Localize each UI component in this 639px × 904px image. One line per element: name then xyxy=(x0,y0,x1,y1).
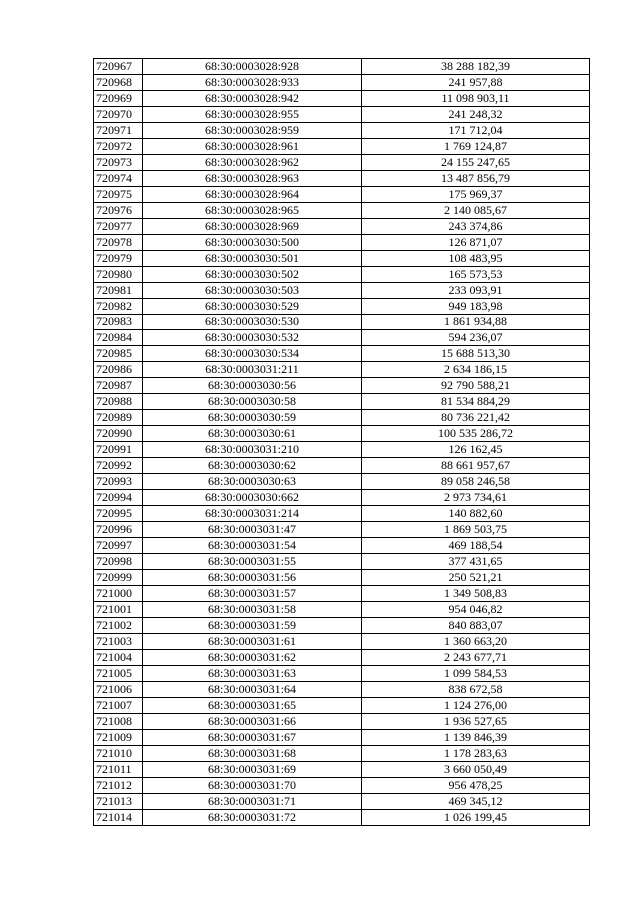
cadastral-value-cell: 15 688 513,30 xyxy=(362,346,590,362)
row-number-cell: 720983 xyxy=(94,314,143,330)
cadastral-number-cell: 68:30:0003028:964 xyxy=(143,186,362,202)
cadastral-value-cell: 3 660 050,49 xyxy=(362,761,590,777)
table-row xyxy=(94,617,590,633)
table-row xyxy=(94,330,590,346)
row-number-cell: 721002 xyxy=(94,617,143,633)
row-number-cell: 720978 xyxy=(94,234,143,250)
row-number-cell: 720991 xyxy=(94,442,143,458)
table-row xyxy=(94,234,590,250)
row-number-cell: 720987 xyxy=(94,378,143,394)
row-number-cell: 720981 xyxy=(94,282,143,298)
table-row xyxy=(94,90,590,106)
row-number-cell: 720972 xyxy=(94,138,143,154)
table-row xyxy=(94,522,590,538)
cadastral-number-cell: 68:30:0003028:959 xyxy=(143,122,362,138)
cadastral-number-cell: 68:30:0003031:65 xyxy=(143,697,362,713)
cadastral-value-cell: 92 790 588,21 xyxy=(362,378,590,394)
row-number-cell: 720985 xyxy=(94,346,143,362)
cadastral-value-cell: 250 521,21 xyxy=(362,570,590,586)
table-row xyxy=(94,186,590,202)
row-number-cell: 720992 xyxy=(94,458,143,474)
row-number-cell: 720982 xyxy=(94,298,143,314)
cadastral-number-cell: 68:30:0003028:933 xyxy=(143,74,362,90)
row-number-cell: 721006 xyxy=(94,681,143,697)
table-row xyxy=(94,697,590,713)
cadastral-value-cell: 1 861 934,88 xyxy=(362,314,590,330)
cadastral-number-cell: 68:30:0003030:662 xyxy=(143,490,362,506)
cadastral-value-cell: 241 957,88 xyxy=(362,74,590,90)
table-row xyxy=(94,633,590,649)
row-number-cell: 721012 xyxy=(94,777,143,793)
cadastral-value-cell: 88 661 957,67 xyxy=(362,458,590,474)
row-number-cell: 720986 xyxy=(94,362,143,378)
cadastral-value-cell: 233 093,91 xyxy=(362,282,590,298)
cadastral-value-cell: 838 672,58 xyxy=(362,681,590,697)
table-row xyxy=(94,442,590,458)
cadastral-value-cell: 171 712,04 xyxy=(362,122,590,138)
cadastral-value-cell: 241 248,32 xyxy=(362,106,590,122)
cadastral-value-cell: 2 634 186,15 xyxy=(362,362,590,378)
table-row xyxy=(94,458,590,474)
cadastral-number-cell: 68:30:0003031:70 xyxy=(143,777,362,793)
row-number-cell: 720970 xyxy=(94,106,143,122)
row-number-cell: 720995 xyxy=(94,506,143,522)
cadastral-number-cell: 68:30:0003031:69 xyxy=(143,761,362,777)
cadastral-number-cell: 68:30:0003031:72 xyxy=(143,809,362,825)
cadastral-number-cell: 68:30:0003030:502 xyxy=(143,266,362,282)
cadastral-number-cell: 68:30:0003031:66 xyxy=(143,713,362,729)
table-row xyxy=(94,74,590,90)
row-number-cell: 721005 xyxy=(94,665,143,681)
cadastral-value-cell: 1 349 508,83 xyxy=(362,585,590,601)
cadastral-number-cell: 68:30:0003031:68 xyxy=(143,745,362,761)
cadastral-number-cell: 68:30:0003028:942 xyxy=(143,90,362,106)
cadastral-number-cell: 68:30:0003031:59 xyxy=(143,617,362,633)
table-row xyxy=(94,506,590,522)
table-row xyxy=(94,410,590,426)
cadastral-value-cell: 175 969,37 xyxy=(362,186,590,202)
table-row xyxy=(94,681,590,697)
cadastral-number-cell: 68:30:0003031:54 xyxy=(143,538,362,554)
cadastral-number-cell: 68:30:0003030:56 xyxy=(143,378,362,394)
table-row xyxy=(94,474,590,490)
row-number-cell: 721003 xyxy=(94,633,143,649)
row-number-cell: 720996 xyxy=(94,522,143,538)
cadastral-number-cell: 68:30:0003030:530 xyxy=(143,314,362,330)
cadastral-number-cell: 68:30:0003031:210 xyxy=(143,442,362,458)
cadastral-number-cell: 68:30:0003028:969 xyxy=(143,218,362,234)
table-body xyxy=(94,59,590,826)
cadastral-number-cell: 68:30:0003030:529 xyxy=(143,298,362,314)
table-row xyxy=(94,585,590,601)
row-number-cell: 720977 xyxy=(94,218,143,234)
cadastral-value-cell: 1 178 283,63 xyxy=(362,745,590,761)
cadastral-number-cell: 68:30:0003030:58 xyxy=(143,394,362,410)
row-number-cell: 720990 xyxy=(94,426,143,442)
table-row xyxy=(94,745,590,761)
cadastral-number-cell: 68:30:0003030:501 xyxy=(143,250,362,266)
cadastral-value-cell: 126 162,45 xyxy=(362,442,590,458)
row-number-cell: 720979 xyxy=(94,250,143,266)
cadastral-value-cell: 126 871,07 xyxy=(362,234,590,250)
cadastral-number-cell: 68:30:0003030:534 xyxy=(143,346,362,362)
cadastral-number-cell: 68:30:0003031:64 xyxy=(143,681,362,697)
cadastral-number-cell: 68:30:0003028:965 xyxy=(143,202,362,218)
cadastral-value-cell: 108 483,95 xyxy=(362,250,590,266)
cadastral-number-cell: 68:30:0003031:56 xyxy=(143,570,362,586)
cadastral-number-cell: 68:30:0003031:67 xyxy=(143,729,362,745)
cadastral-value-cell: 1 099 584,53 xyxy=(362,665,590,681)
table-row xyxy=(94,202,590,218)
row-number-cell: 721007 xyxy=(94,697,143,713)
row-number-cell: 720967 xyxy=(94,59,143,75)
cadastral-value-cell: 140 882,60 xyxy=(362,506,590,522)
row-number-cell: 720973 xyxy=(94,154,143,170)
table-row xyxy=(94,250,590,266)
cadastral-number-cell: 68:30:0003031:71 xyxy=(143,793,362,809)
table-row xyxy=(94,490,590,506)
cadastral-value-cell: 13 487 856,79 xyxy=(362,170,590,186)
cadastral-value-cell: 2 243 677,71 xyxy=(362,649,590,665)
table-row xyxy=(94,570,590,586)
table-row xyxy=(94,154,590,170)
table-row xyxy=(94,554,590,570)
cadastral-number-cell: 68:30:0003030:503 xyxy=(143,282,362,298)
row-number-cell: 720988 xyxy=(94,394,143,410)
table-row xyxy=(94,713,590,729)
cadastral-number-cell: 68:30:0003031:63 xyxy=(143,665,362,681)
row-number-cell: 721010 xyxy=(94,745,143,761)
cadastral-number-cell: 68:30:0003030:61 xyxy=(143,426,362,442)
cadastral-value-cell: 100 535 286,72 xyxy=(362,426,590,442)
table-row xyxy=(94,218,590,234)
table-row xyxy=(94,809,590,825)
row-number-cell: 721014 xyxy=(94,809,143,825)
row-number-cell: 720997 xyxy=(94,538,143,554)
row-number-cell: 721008 xyxy=(94,713,143,729)
table-row xyxy=(94,538,590,554)
cadastral-number-cell: 68:30:0003031:214 xyxy=(143,506,362,522)
cadastral-value-cell: 1 026 199,45 xyxy=(362,809,590,825)
row-number-cell: 720975 xyxy=(94,186,143,202)
cadastral-value-cell: 165 573,53 xyxy=(362,266,590,282)
cadastral-number-cell: 68:30:0003031:57 xyxy=(143,585,362,601)
row-number-cell: 720999 xyxy=(94,570,143,586)
cadastral-number-cell: 68:30:0003031:55 xyxy=(143,554,362,570)
row-number-cell: 720989 xyxy=(94,410,143,426)
cadastral-value-cell: 1 124 276,00 xyxy=(362,697,590,713)
cadastral-number-cell: 68:30:0003028:963 xyxy=(143,170,362,186)
cadastral-value-cell: 1 936 527,65 xyxy=(362,713,590,729)
cadastral-value-cell: 2 973 734,61 xyxy=(362,490,590,506)
cadastral-number-cell: 68:30:0003030:532 xyxy=(143,330,362,346)
cadastral-value-table xyxy=(93,58,590,826)
row-number-cell: 720980 xyxy=(94,266,143,282)
cadastral-number-cell: 68:30:0003028:962 xyxy=(143,154,362,170)
cadastral-number-cell: 68:30:0003030:62 xyxy=(143,458,362,474)
table-row xyxy=(94,59,590,75)
cadastral-value-cell: 469 188,54 xyxy=(362,538,590,554)
table-row xyxy=(94,394,590,410)
cadastral-value-cell: 24 155 247,65 xyxy=(362,154,590,170)
row-number-cell: 720984 xyxy=(94,330,143,346)
cadastral-value-cell: 954 046,82 xyxy=(362,601,590,617)
row-number-cell: 721004 xyxy=(94,649,143,665)
table-row xyxy=(94,346,590,362)
cadastral-number-cell: 68:30:0003030:59 xyxy=(143,410,362,426)
row-number-cell: 721009 xyxy=(94,729,143,745)
row-number-cell: 721013 xyxy=(94,793,143,809)
cadastral-value-cell: 840 883,07 xyxy=(362,617,590,633)
cadastral-number-cell: 68:30:0003030:63 xyxy=(143,474,362,490)
cadastral-value-cell: 1 139 846,39 xyxy=(362,729,590,745)
cadastral-value-cell: 243 374,86 xyxy=(362,218,590,234)
cadastral-value-cell: 1 360 663,20 xyxy=(362,633,590,649)
cadastral-number-cell: 68:30:0003028:955 xyxy=(143,106,362,122)
table-row xyxy=(94,761,590,777)
table-row xyxy=(94,665,590,681)
cadastral-value-cell: 949 183,98 xyxy=(362,298,590,314)
table-row xyxy=(94,378,590,394)
row-number-cell: 721011 xyxy=(94,761,143,777)
row-number-cell: 721001 xyxy=(94,601,143,617)
table-row xyxy=(94,138,590,154)
cadastral-number-cell: 68:30:0003028:928 xyxy=(143,59,362,75)
table-row xyxy=(94,649,590,665)
cadastral-value-cell: 1 869 503,75 xyxy=(362,522,590,538)
cadastral-number-cell: 68:30:0003031:47 xyxy=(143,522,362,538)
cadastral-number-cell: 68:30:0003031:58 xyxy=(143,601,362,617)
cadastral-number-cell: 68:30:0003031:211 xyxy=(143,362,362,378)
cadastral-number-cell: 68:30:0003030:500 xyxy=(143,234,362,250)
table-row xyxy=(94,314,590,330)
cadastral-number-cell: 68:30:0003031:62 xyxy=(143,649,362,665)
row-number-cell: 720993 xyxy=(94,474,143,490)
table-row xyxy=(94,793,590,809)
table-row xyxy=(94,122,590,138)
cadastral-value-cell: 469 345,12 xyxy=(362,793,590,809)
cadastral-value-cell: 89 058 246,58 xyxy=(362,474,590,490)
row-number-cell: 720998 xyxy=(94,554,143,570)
cadastral-value-cell: 81 534 884,29 xyxy=(362,394,590,410)
table-row xyxy=(94,729,590,745)
table-row xyxy=(94,601,590,617)
row-number-cell: 720971 xyxy=(94,122,143,138)
row-number-cell: 720969 xyxy=(94,90,143,106)
table-row xyxy=(94,298,590,314)
cadastral-value-cell: 594 236,07 xyxy=(362,330,590,346)
cadastral-value-cell: 80 736 221,42 xyxy=(362,410,590,426)
row-number-cell: 720976 xyxy=(94,202,143,218)
cadastral-value-cell: 956 478,25 xyxy=(362,777,590,793)
row-number-cell: 720994 xyxy=(94,490,143,506)
row-number-cell: 721000 xyxy=(94,585,143,601)
table-row xyxy=(94,777,590,793)
table-row xyxy=(94,362,590,378)
table-row xyxy=(94,106,590,122)
cadastral-number-cell: 68:30:0003028:961 xyxy=(143,138,362,154)
cadastral-value-cell: 377 431,65 xyxy=(362,554,590,570)
cadastral-value-cell: 38 288 182,39 xyxy=(362,59,590,75)
cadastral-value-cell: 1 769 124,87 xyxy=(362,138,590,154)
cadastral-number-cell: 68:30:0003031:61 xyxy=(143,633,362,649)
cadastral-value-cell: 11 098 903,11 xyxy=(362,90,590,106)
table-row xyxy=(94,266,590,282)
table-row xyxy=(94,170,590,186)
table-row xyxy=(94,426,590,442)
row-number-cell: 720974 xyxy=(94,170,143,186)
table-row xyxy=(94,282,590,298)
cadastral-value-cell: 2 140 085,67 xyxy=(362,202,590,218)
row-number-cell: 720968 xyxy=(94,74,143,90)
